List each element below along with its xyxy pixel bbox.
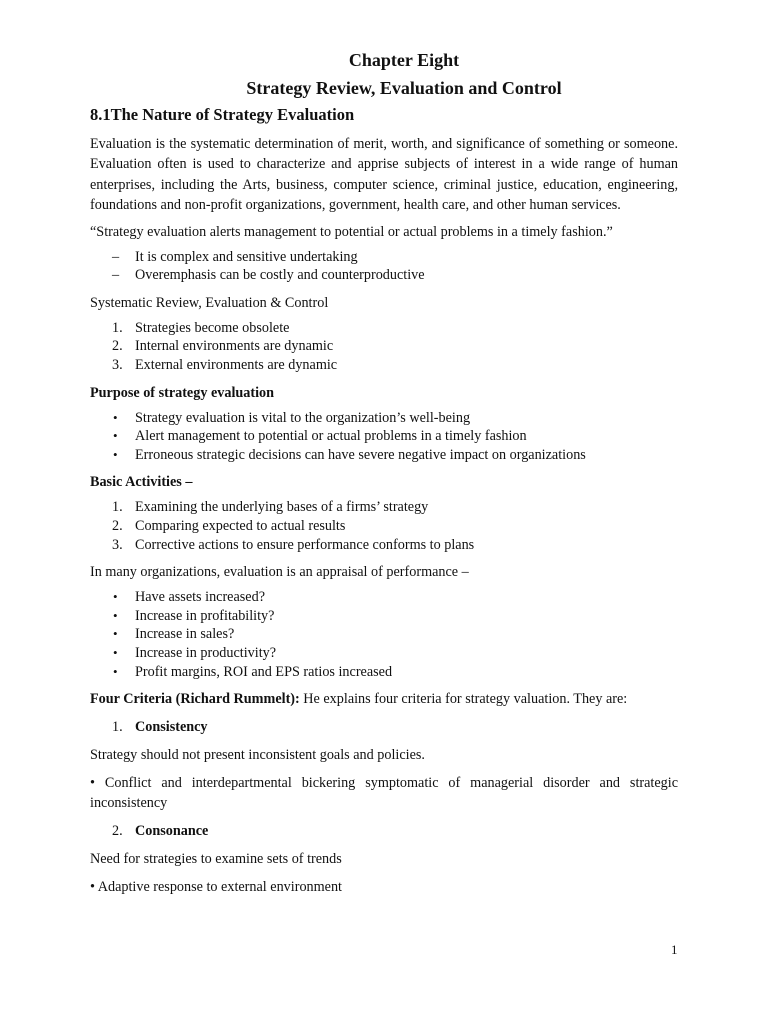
systematic-list [90,319,678,375]
list-item [90,356,678,375]
quote-text: “Strategy evaluation alerts management to potential or actual problems in a timely fashion.” [90,223,613,240]
criteria-intro [90,689,678,709]
list-item [90,498,678,517]
consistency-line-2: • Conflict and interdepartmental bickering symptomatic of managerial disorder and strategic inconsistency [90,775,678,812]
page-number: 1 [671,942,678,957]
dash-list [90,248,678,285]
bullet-marker: • [113,428,118,444]
bullet-marker: • [113,644,118,660]
list-item-text: Increase in sales? [135,626,235,643]
bullet-marker: • [113,589,118,605]
dash-marker: – [112,267,120,284]
list-item-text: Strategy evaluation is vital to the organization’s well-being [135,409,471,426]
criteria-title: Consistency [135,719,208,736]
consistency-line-1: Strategy should not present inconsistent goals and policies. [90,747,425,764]
list-item-text: Erroneous strategic decisions can have severe negative impact on organizations [135,446,586,463]
basic-activities-list [90,498,678,554]
list-item [90,588,678,607]
list-item-text: Comparing expected to actual results [135,517,346,534]
list-item-text: Alert management to potential or actual problems in a timely fashion [135,428,527,445]
intro-paragraph: Evaluation is the systematic determination of merit, worth, and significance of something or someone. Evaluation often is used to characterize and apprise subjects of interest in a wide range of human enterprises, including the Arts, business, computer science, criminal justice, education, engineering, foundations and non-profit organizations, government, health care, and other human services. [90,136,678,214]
list-item [90,517,678,536]
list-item-text: Increase in profitability? [135,607,275,624]
dash-marker: – [112,248,120,265]
list-item [90,644,678,663]
list-number: 3. [112,357,123,373]
list-number: 3. [112,536,123,553]
list-number: 1. [112,719,123,736]
criteria-bold: Four Criteria (Richard Rummelt): [90,691,300,708]
list-item-text: Increase in productivity? [135,644,277,661]
list-item-text: External environments are dynamic [135,357,338,373]
list-number: 1. [112,499,123,516]
consonance-line-2: • Adaptive response to external environment [90,879,342,896]
list-number: 2. [112,517,123,534]
list-item [90,319,678,338]
list-item-text: Overemphasis can be costly and counterproductive [135,267,425,284]
list-item [90,663,678,682]
consonance-line-1: Need for strategies to examine sets of trends [90,851,342,868]
chapter-title: Chapter Eight [348,50,460,70]
criteria-consonance-heading [90,821,678,841]
bullet-marker: • [113,626,118,642]
criteria-title: Consonance [135,823,209,840]
bullet-marker: • [113,446,118,462]
list-item-text: Profit margins, ROI and EPS ratios increased [135,663,393,680]
bullet-marker: • [113,663,118,679]
systematic-heading: Systematic Review, Evaluation & Control [90,294,329,311]
purpose-list [90,409,678,465]
list-number: 2. [112,338,123,355]
list-item [90,409,678,428]
criteria-consistency-heading [90,717,678,737]
list-item [90,607,678,626]
list-item [90,266,678,285]
appraisal-list [90,588,678,681]
basic-activities-heading: Basic Activities – [90,474,193,491]
criteria-rest: He explains four criteria for strategy valuation. They are: [299,691,628,708]
list-item [90,248,678,267]
list-number: 2. [112,823,123,840]
list-item-text: Examining the underlying bases of a firms’ strategy [135,499,429,516]
list-item-text: It is complex and sensitive undertaking [135,248,358,265]
list-item [90,536,678,555]
list-item [90,625,678,644]
list-number: 1. [112,319,123,336]
list-item-text: Internal environments are dynamic [135,338,334,355]
list-item [90,446,678,465]
list-item-text: Have assets increased? [135,589,265,606]
list-item [90,337,678,356]
list-item-text: Corrective actions to ensure performance conforms to plans [135,536,475,553]
list-item [90,427,678,446]
bullet-marker: • [113,409,118,425]
document-page [90,48,678,897]
section-heading: 8.1The Nature of Strategy Evaluation [90,105,355,124]
bullet-marker: • [113,607,118,623]
appraisal-text: In many organizations, evaluation is an appraisal of performance – [90,564,469,581]
list-item-text: Strategies become obsolete [135,319,290,336]
purpose-heading: Purpose of strategy evaluation [90,384,275,401]
chapter-subtitle: Strategy Review, Evaluation and Control [246,78,562,98]
